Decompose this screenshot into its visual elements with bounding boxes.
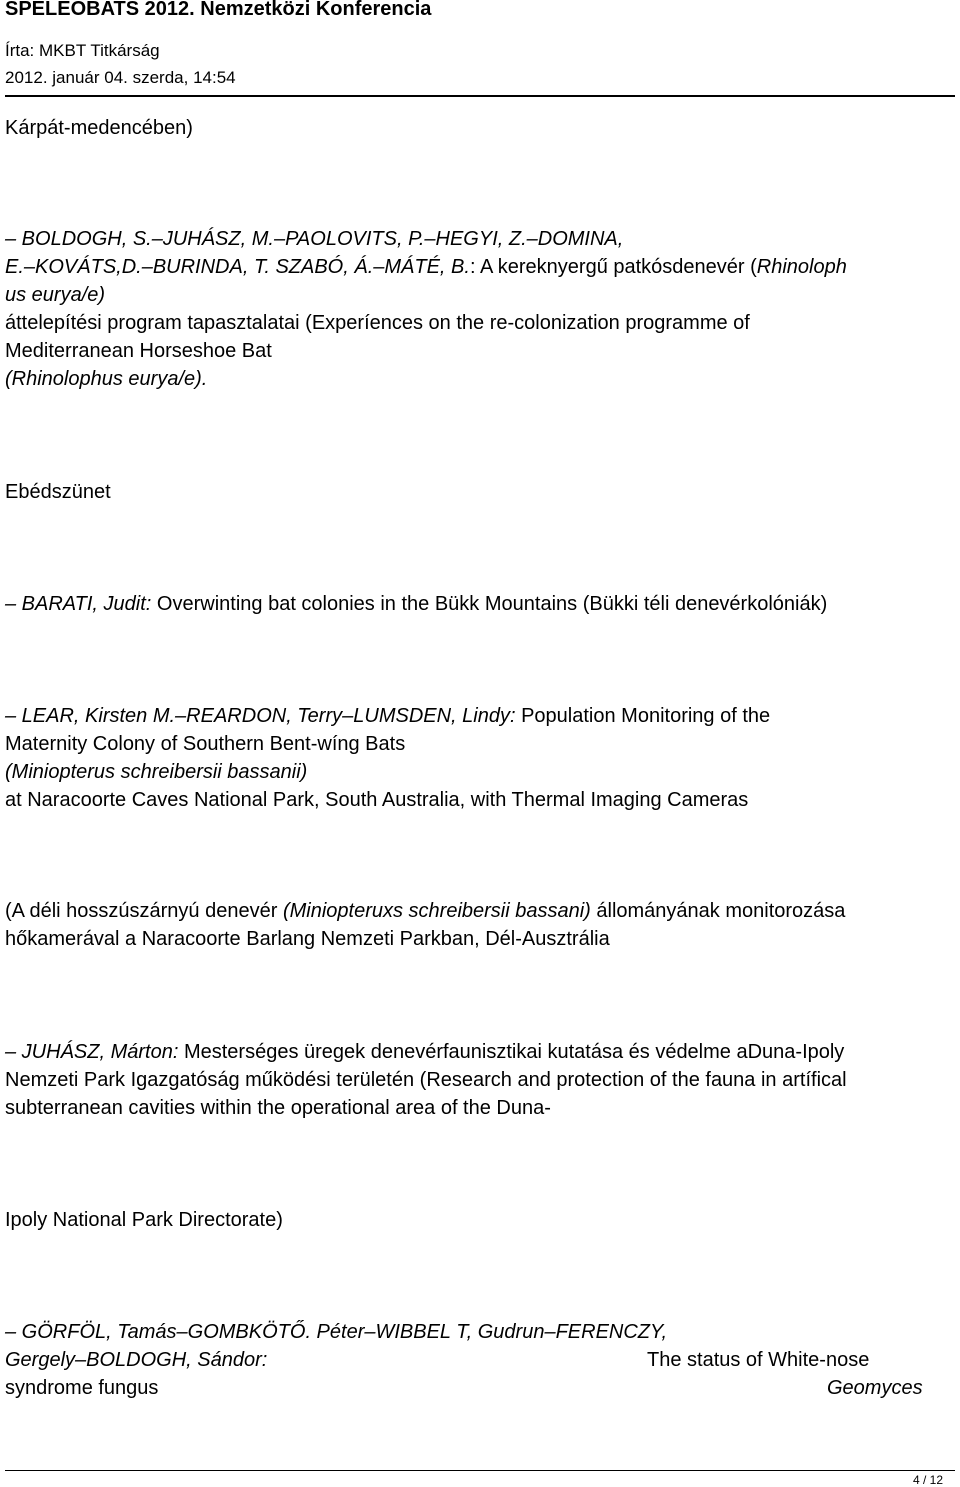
header-rule (5, 95, 955, 97)
author-line: Írta: MKBT Titkárság (5, 41, 160, 60)
authors-italic: E.–KOVÁTS,D.–BURINDA, T. SZABÓ, Á.–MÁTÉ, B. (5, 256, 470, 278)
title-text: állományának monitorozása (590, 900, 846, 922)
paragraph-line (5, 703, 770, 729)
species-name: (Miniopteruxs schreibersii bassani) (282, 900, 591, 922)
paragraph-line: Maternity Colony of Southern Bent-wíng Bats (5, 733, 406, 755)
site-title: SPELEOBATS 2012. Nemzetközi Konferencia (5, 0, 432, 20)
break-label: Ebédszünet (5, 481, 111, 503)
paragraph-line: Nemzeti Park Igazgatóság működési területén (Research and protection of the fauna in artífical (5, 1069, 847, 1091)
title-text: (A déli hosszúszárnyú denevér (5, 900, 283, 922)
title-text: The status of White-nose (647, 1349, 870, 1371)
paragraph-line: at Naracoorte Caves National Park, South Australia, with Thermal Imaging Cameras (5, 789, 749, 811)
species-name (827, 1375, 923, 1401)
authors-italic: Gergely–BOLDOGH, Sándor: (5, 1349, 268, 1371)
paragraph-line (5, 1039, 844, 1065)
paragraph-line (5, 366, 207, 392)
species-name: Rhinoloph (756, 256, 847, 278)
title-text: : A kereknyergű patkósdenevér ( (469, 256, 757, 278)
author-list (5, 226, 623, 252)
paragraph-line (5, 591, 827, 617)
footer-rule (5, 1470, 955, 1471)
species-name: (Rhinolophus eurya/e). (5, 368, 208, 390)
paragraph-line: subterranean cavities within the operational area of the Duna- (5, 1097, 551, 1119)
paragraph-text: Kárpát-medencében) (5, 117, 193, 139)
paragraph-line: áttelepítési program tapasztalatai (Experíences on the re-colonization programme of (5, 312, 750, 334)
page-number: 4 / 12 (912, 1473, 943, 1487)
author-list (5, 1319, 667, 1345)
paragraph-line (5, 898, 845, 924)
authors-italic: – BOLDOGH, S.–JUHÁSZ, M.–PAOLOVITS, P.–HEGYI, Z.–DOMINA, (5, 228, 624, 250)
paragraph-line: Mediterranean Horseshoe Bat (5, 340, 272, 362)
paragraph-line (5, 759, 307, 785)
paragraph-line (5, 254, 847, 280)
paragraph-line: Ipoly National Park Directorate) (5, 1209, 283, 1231)
title-text: Mesterséges üregek denevérfaunisztikai kutatása és védelme aDuna-Ipoly (178, 1041, 845, 1063)
authors-italic: – LEAR, Kirsten M.–REARDON, Terry–LUMSDEN, Lindy: (5, 705, 516, 727)
paragraph-line: hőkamerával a Naracoorte Barlang Nemzeti Parkban, Dél-Ausztrália (5, 928, 610, 950)
paragraph-line: syndrome fungus (5, 1377, 159, 1399)
authors-italic: – JUHÁSZ, Márton: (5, 1041, 179, 1063)
date-line: 2012. január 04. szerda, 14:54 (5, 68, 236, 87)
species-italic: Geomyces (827, 1377, 923, 1399)
species-name: (Miniopterus schreibersii bassanii) (5, 761, 308, 783)
authors-italic: – GÖRFÖL, Tamás–GOMBKÖTŐ. Péter–WIBBEL T, Gudrun–FERENCZY, (5, 1321, 668, 1343)
species-name: us eurya/e) (5, 284, 106, 306)
paragraph-line (5, 282, 105, 308)
authors-italic: – BARATI, Judit: (5, 593, 152, 615)
title-text: Overwinting bat colonies in the Bükk Mountains (Bükki téli denevérkolóniák) (151, 593, 828, 615)
paragraph-line (5, 1347, 267, 1373)
title-text: Population Monitoring of the (515, 705, 771, 727)
